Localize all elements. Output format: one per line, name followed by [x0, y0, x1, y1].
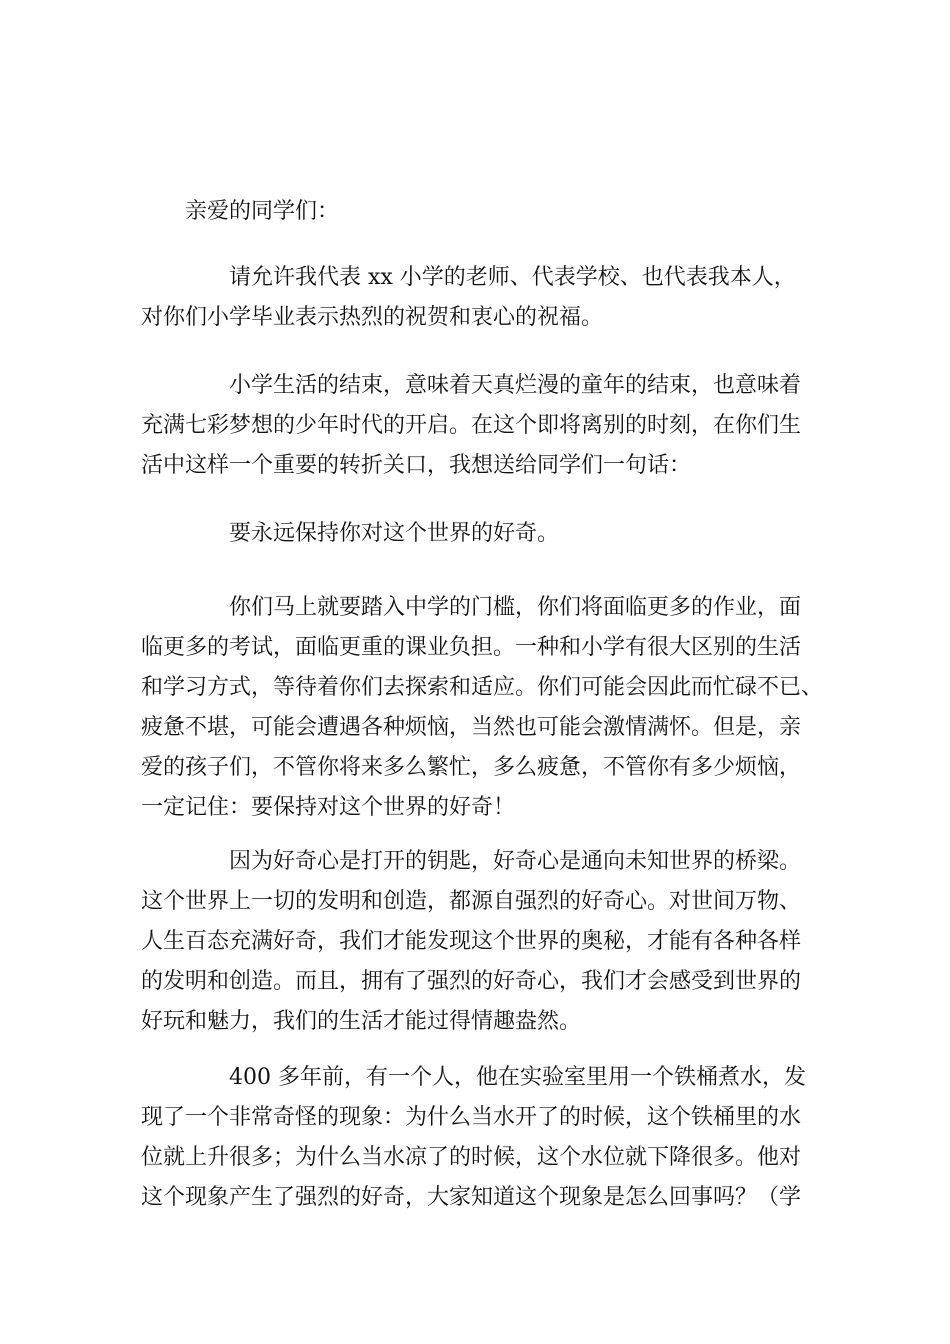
paragraph-line: 你们马上就要踏入中学的门槛，你们将面临更多的作业，面 — [229, 595, 802, 620]
paragraph-line: 这个世界上一切的发明和创造，都源自强烈的好奇心。对世间万物、 — [141, 889, 802, 914]
paragraph-line: 充满七彩梦想的少年时代的开启。在这个即将离别的时刻，在你们生 — [141, 413, 802, 438]
paragraph-line: 现了一个非常奇怪的现象：为什么当水开了的时候，这个铁桶里的水 — [141, 1105, 802, 1130]
paragraph-line: 好玩和魅力，我们的生活才能过得情趣盎然。 — [141, 1009, 582, 1034]
paragraph-line: 这个现象产生了强烈的好奇，大家知道这个现象是怎么回事吗？（学 — [141, 1185, 802, 1210]
paragraph-6 — [141, 1058, 831, 1218]
paragraph-line: 活中这样一个重要的转折关口，我想送给同学们一句话： — [141, 453, 692, 478]
paragraph-line: 对你们小学毕业表示热烈的祝贺和衷心的祝福。 — [141, 305, 604, 330]
salutation-line: 亲爱的同学们： — [185, 199, 340, 224]
paragraph-4 — [141, 588, 831, 828]
paragraph-line: 人生百态充满好奇，我们才能发现这个世界的奥秘，才能有各种各样 — [141, 929, 802, 954]
paragraph-1 — [141, 258, 831, 338]
paragraph-line: 的发明和创造。而且，拥有了强烈的好奇心，我们才会感受到世界的 — [141, 969, 802, 994]
paragraph-line: 位就上升很多；为什么当水凉了的时候，这个水位就下降很多。他对 — [141, 1145, 802, 1170]
salutation — [141, 192, 831, 232]
paragraph-line: 和学习方式，等待着你们去探索和适应。你们可能会因此而忙碌不已、 — [141, 675, 824, 700]
paragraph-5 — [141, 842, 831, 1042]
paragraph-line: 要永远保持你对这个世界的好奇。 — [229, 521, 560, 546]
paragraph-line: 因为好奇心是打开的钥匙，好奇心是通向未知世界的桥梁。 — [229, 849, 802, 874]
paragraph-3 — [141, 514, 831, 554]
paragraph-line: 一定记住：要保持对这个世界的好奇！ — [141, 795, 516, 820]
paragraph-line: 400 多年前，有一个人，他在实验室里用一个铁桶煮水，发 — [229, 1065, 806, 1090]
paragraph-line: 临更多的考试，面临更重的课业负担。一种和小学有很大区别的生活 — [141, 635, 802, 660]
paragraph-line: 请允许我代表 xx 小学的老师、代表学校、也代表我本人， — [229, 265, 796, 290]
paragraph-line: 小学生活的结束，意味着天真烂漫的童年的结束，也意味着 — [229, 373, 802, 398]
paragraph-line: 疲惫不堪，可能会遭遇各种烦恼，当然也可能会激情满怀。但是，亲 — [141, 715, 802, 740]
paragraph-line: 爱的孩子们，不管你将来多么繁忙，多么疲惫，不管你有多少烦恼， — [141, 755, 802, 780]
paragraph-2 — [141, 366, 831, 486]
